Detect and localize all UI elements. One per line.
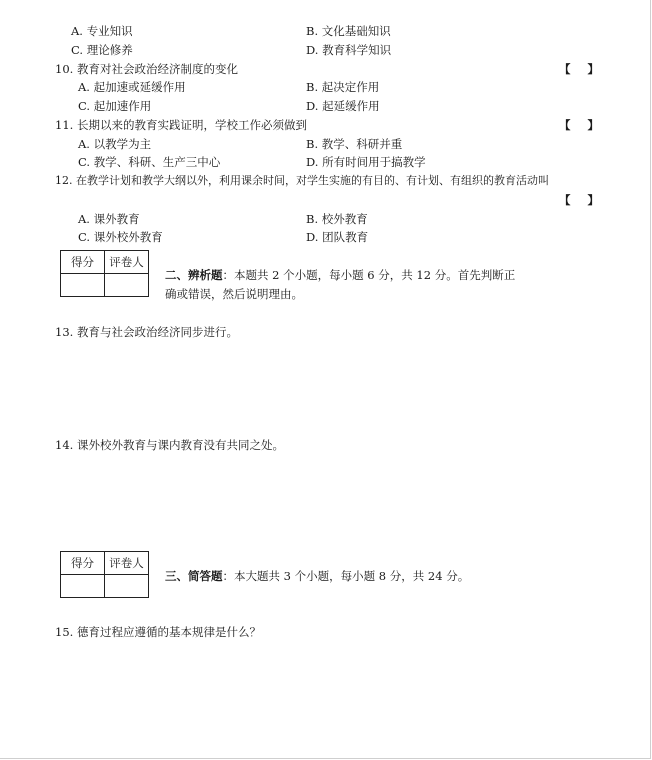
grader-label: 评卷人 [105,251,149,274]
q10-option-d: D. 起延缓作用 [306,99,380,113]
bracket-right: 】 [587,118,599,132]
section3-heading: 三、简答题 [165,569,223,583]
q10-option-b: B. 起决定作用 [306,80,380,94]
q13-stem: 13. 教育与社会政治经济同步进行。 [55,325,238,339]
q14-stem: 14. 课外校外教育与课内教育没有共同之处。 [55,438,284,452]
grader-cell[interactable] [105,274,149,297]
q9-option-c: C. 理论修养 [71,43,133,57]
q15-stem: 15. 德育过程应遵循的基本规律是什么？ [55,625,261,639]
q12-stem: 12. 在教学计划和教学大纲以外，利用课余时间，对学生实施的有目的、有计划、有组织的教育活动叫 [55,174,549,187]
section3-header [165,567,469,586]
q11-stem: 11. 长期以来的教育实践证明，学校工作必须做到 [55,118,307,132]
q11-option-a: A. 以教学为主 [78,137,152,151]
score-box-section3 [60,551,149,598]
grader-label: 评卷人 [105,552,149,575]
bracket-right: 】 [587,193,599,207]
bracket-left: 【 [559,62,571,76]
score-cell[interactable] [61,274,105,297]
q11-option-d: D. 所有时间用于搞教学 [306,155,426,169]
q9-option-d: D. 教育科学知识 [306,43,392,57]
section2-header [165,266,515,285]
q11-option-b: B. 教学、科研并重 [306,137,403,151]
section2-line1: ：本题共 2 个小题，每小题 6 分，共 12 分。首先判断正 [222,268,516,282]
q12-option-b: B. 校外教育 [306,212,368,226]
score-label: 得分 [61,251,105,274]
q10-stem: 10. 教育对社会政治经济制度的变化 [55,62,238,76]
q12-option-a: A. 课外教育 [78,212,140,226]
q9-option-b: B. 文化基础知识 [306,24,391,38]
bracket-right: 】 [587,62,599,76]
q12-option-d: D. 团队教育 [306,230,369,244]
bracket-left: 【 [559,193,571,207]
score-label: 得分 [61,552,105,575]
section3-text: ：本大题共 3 个小题，每小题 8 分，共 24 分。 [222,569,470,583]
score-cell[interactable] [61,575,105,598]
q9-option-a: A. 专业知识 [71,24,133,38]
q12-option-c: C. 课外校外教育 [78,230,163,244]
grader-cell[interactable] [105,575,149,598]
section2-line2: 确或错误，然后说明理由。 [165,287,303,301]
section2-heading: 二、辨析题 [165,268,223,282]
q10-option-c: C. 起加速作用 [78,99,152,113]
score-box-section2 [60,250,149,297]
q10-option-a: A. 起加速或延缓作用 [78,80,186,94]
q11-option-c: C. 教学、科研、生产三中心 [78,155,221,169]
bracket-left: 【 [559,118,571,132]
